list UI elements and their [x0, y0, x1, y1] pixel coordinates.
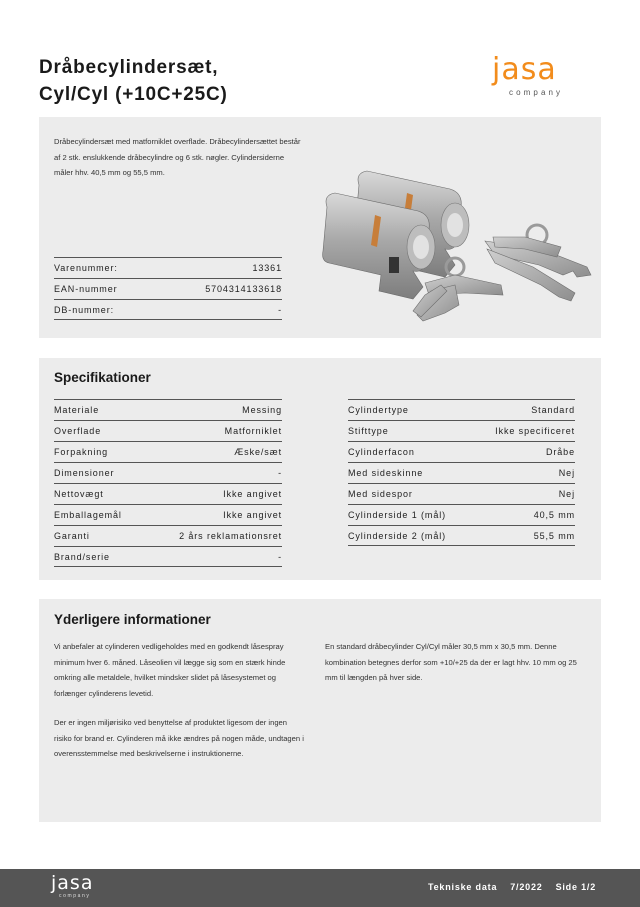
specs-table-right: [348, 399, 575, 546]
footer-date: 7/2022: [510, 882, 543, 892]
jasa-logo: [490, 52, 590, 102]
spec-row: [54, 462, 282, 483]
spec-value: -: [278, 468, 282, 478]
spec-value: Messing: [242, 405, 282, 415]
spec-label: Garanti: [54, 531, 90, 541]
footer-page: Side 1/2: [555, 882, 596, 892]
spec-row: [348, 420, 575, 441]
info-paragraph-3: En standard dråbecylinder Cyl/Cyl måler 30,5 mm x 30,5 mm. Denne kombination betegnes derfor som +10/+25 da der er lagt hhv. 10 mm og 25 mm til længden på hver side.: [325, 642, 577, 682]
footer-doc-type: Tekniske data: [427, 882, 498, 892]
footer-logo-sub: company: [59, 893, 91, 899]
spec-label: Emballagemål: [54, 510, 122, 520]
spec-row: [348, 441, 575, 462]
spec-label: Med sideskinne: [348, 468, 424, 478]
spec-row: [348, 462, 575, 483]
specs-table-left: [54, 399, 282, 567]
spec-row: [54, 441, 282, 462]
id-label: EAN-nummer: [54, 284, 118, 294]
spec-label: Overflade: [54, 426, 102, 436]
id-label: DB-nummer:: [54, 304, 115, 315]
spec-value: -: [278, 551, 282, 562]
spec-label: Med sidespor: [348, 489, 413, 499]
spec-label: Cylinderside 2 (mål): [348, 530, 447, 541]
product-description: Dråbecylindersæt med matforniklet overflade. Dråbecylindersættet består af 2 stk. enslukkende dråbecylindre og 6 stk. nøgler. Cylindersiderne måler hhv. 40,5 mm og 55,5 mm.: [54, 137, 301, 177]
spec-label: Cylinderside 1 (mål): [348, 510, 447, 520]
spec-label: Stifttype: [348, 426, 389, 436]
info-heading: Yderligere informationer: [54, 612, 211, 627]
info-panel: [39, 599, 601, 822]
footer-logo: [51, 874, 111, 904]
spec-label: Cylinderfacon: [348, 447, 415, 457]
spec-value: Ikke specificeret: [495, 426, 575, 436]
spec-value: Matforniklet: [224, 426, 282, 436]
spec-label: Materiale: [54, 405, 100, 415]
id-label: Varenummer:: [54, 263, 118, 273]
spec-label: Dimensioner: [54, 468, 115, 478]
spec-label: Forpakning: [54, 447, 109, 457]
id-value: -: [278, 304, 282, 315]
spec-value: Æske/sæt: [234, 447, 282, 457]
id-row: [54, 278, 282, 299]
spec-row: [54, 525, 282, 546]
title-line-1: Dråbecylindersæt,: [39, 57, 219, 78]
spec-value: Ikke angivet: [223, 510, 282, 520]
spec-value: Nej: [558, 489, 575, 499]
footer-meta: [428, 882, 596, 892]
id-value: 5704314133618: [205, 284, 282, 294]
specs-heading: Specifikationer: [54, 370, 151, 385]
id-row: [54, 257, 282, 278]
spec-row: [54, 420, 282, 441]
spec-row: [348, 483, 575, 504]
info-paragraph-1: Vi anbefaler at cylinderen vedligeholdes med en godkendt låsespray minimum hver 6. måned. Låseolien vil lægge sig som en stærk hinde omkring alle metaldele, hvilket mindsker slidet på låsesystemet og forlænger cylinderens levetid.: [54, 642, 286, 698]
product-photo: [305, 145, 600, 325]
specs-panel: [39, 358, 601, 580]
product-id-table: [54, 257, 282, 320]
spec-row: [54, 399, 282, 420]
id-value: 13361: [252, 263, 282, 273]
spec-row: [54, 483, 282, 504]
footer: [0, 869, 640, 907]
spec-value: 2 års reklamationsret: [179, 531, 282, 541]
spec-row: [54, 504, 282, 525]
title-line-2: Cyl/Cyl (+10C+25C): [39, 84, 228, 105]
id-row: [54, 299, 282, 320]
spec-value: Standard: [531, 405, 575, 415]
page-title: [39, 54, 228, 108]
spec-row: [348, 504, 575, 525]
footer-logo-word: jasa: [51, 872, 94, 894]
spec-label: Cylindertype: [348, 405, 409, 415]
spec-label: Nettovægt: [54, 489, 104, 499]
info-paragraph-2: Der er ingen miljørisiko ved benyttelse af produktet ligesom der ingen risiko for brand er. Cylinderen må ikke ændres på nogen måde, undtagen i overensstemmelse med beskrivelserne i instruktionerne.: [54, 718, 304, 758]
product-panel: [39, 117, 601, 338]
spec-row: [348, 399, 575, 420]
spec-value: 40,5 mm: [533, 510, 575, 520]
logo-word: jasa: [492, 52, 557, 87]
spec-label: Brand/serie: [54, 551, 110, 562]
logo-sub: company: [509, 88, 564, 97]
spec-value: Dråbe: [545, 447, 575, 457]
spec-row: [54, 546, 282, 567]
spec-value: 55,5 mm: [533, 530, 575, 541]
spec-value: Nej: [558, 468, 575, 478]
spec-value: Ikke angivet: [223, 489, 282, 499]
spec-row: [348, 525, 575, 546]
